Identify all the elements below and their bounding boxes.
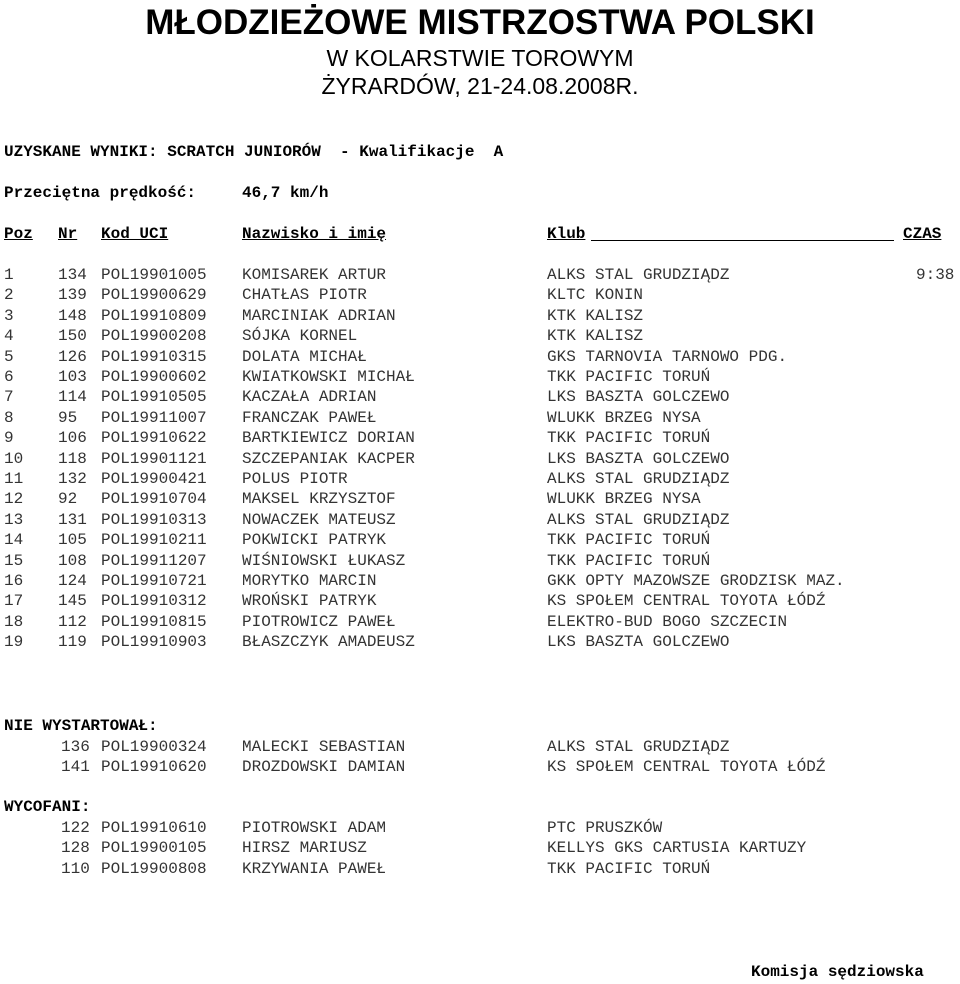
column-header-poz: Poz [4,225,33,243]
position-cell: 17 [4,592,24,611]
club-cell: KTK KALISZ [547,306,644,325]
list-item [0,757,960,777]
rider-name-cell: KOMISAREK ARTUR [242,266,387,284]
number-cell: 112 [58,612,87,631]
rider-name-cell: NOWACZEK MATEUSZ [242,510,396,529]
club-cell: WLUKK BRZEG NYSA [547,490,701,509]
number-cell: 103 [58,368,87,386]
number-cell: 131 [58,510,87,529]
club-cell: PTC PRUSZKÓW [547,819,663,837]
club-cell: ALKS STAL GRUDZIĄDZ [547,470,730,488]
column-header-uci: Kod UCI [101,225,169,243]
rider-name-cell: BARTKIEWICZ DORIAN [242,429,415,448]
club-cell: ALKS STAL GRUDZIĄDZ [547,738,730,756]
number-cell: 118 [58,449,87,468]
position-cell: 18 [4,612,24,631]
position-cell: 10 [4,449,24,468]
column-header-name: Nazwisko i imię [242,225,387,243]
position-cell: 12 [4,490,24,509]
number-cell: 105 [58,531,87,550]
number-cell: 145 [58,592,87,611]
rider-name-cell: MARCINIAK ADRIAN [242,306,396,325]
position-cell: 5 [4,347,14,366]
uci-code-cell: POL19900602 [101,368,207,386]
number-cell: 128 [61,839,90,858]
rider-name-cell: HIRSZ MARIUSZ [242,839,367,858]
club-cell: ELEKTRO-BUD BOGO SZCZECIN [547,612,788,631]
number-cell: 114 [58,388,87,407]
table-row [0,265,960,285]
club-cell: TKK PACIFIC TORUŃ [547,429,711,448]
list-item [0,818,960,838]
document-subtitle: W KOLARSTWIE TOROWYM [326,45,634,71]
table-row [0,285,960,305]
uci-code-cell: POL19910313 [101,510,207,529]
document-title: MŁODZIEŻOWE MISTRZOSTWA POLSKI [145,3,815,42]
table-row [0,469,960,489]
table-row [0,428,960,448]
rider-name-cell: WIŚNIOWSKI ŁUKASZ [242,551,406,570]
position-cell: 16 [4,572,24,590]
column-header-nr: Nr [58,225,78,243]
withdrawn-label: WYCOFANI: [4,798,91,816]
number-cell: 124 [58,572,87,590]
rider-name-cell: CHATŁAS PIOTR [242,286,367,305]
number-cell: 106 [58,429,87,448]
results-heading: UZYSKANE WYNIKI: SCRATCH JUNIORÓW - Kwalifikacje A [4,143,504,161]
uci-code-cell: POL19911207 [101,551,207,570]
number-cell: 119 [58,633,87,652]
table-row [0,367,960,387]
club-cell: TKK PACIFIC TORUŃ [547,368,711,386]
position-cell: 6 [4,368,14,386]
table-row [0,551,960,571]
position-cell: 1 [4,266,14,284]
club-cell: LKS BASZTA GOLCZEWO [547,449,730,468]
table-row [0,326,960,346]
time-cell: 9:38 [916,266,955,284]
number-cell: 126 [58,347,87,366]
uci-code-cell: POL19910620 [101,758,207,777]
number-cell: 95 [58,408,78,427]
club-cell: TKK PACIFIC TORUŃ [547,531,711,550]
position-cell: 3 [4,306,14,325]
uci-code-cell: POL19910505 [101,388,207,407]
number-cell: 136 [61,738,90,756]
rider-name-cell: KACZAŁA ADRIAN [242,388,377,407]
uci-code-cell: POL19900629 [101,286,207,305]
uci-code-cell: POL19900808 [101,859,207,878]
number-cell: 150 [58,327,87,346]
number-cell: 139 [58,286,87,305]
jury-signature: Komisja sędziowska [751,963,924,981]
number-cell: 110 [61,859,90,878]
club-cell: KTK KALISZ [547,327,644,346]
rider-name-cell: DOLATA MICHAŁ [242,347,367,366]
table-row [0,449,960,469]
position-cell: 15 [4,551,24,570]
club-header-underline [591,240,894,241]
table-row [0,408,960,428]
rider-name-cell: MALECKI SEBASTIAN [242,738,406,756]
position-cell: 7 [4,388,14,407]
uci-code-cell: POL19910610 [101,819,207,837]
rider-name-cell: KWIATKOWSKI MICHAŁ [242,368,415,386]
club-cell: KS SPOŁEM CENTRAL TOYOTA ŁÓDŹ [547,758,826,777]
rider-name-cell: KRZYWANIA PAWEŁ [242,859,387,878]
number-cell: 92 [58,490,78,509]
table-row [0,632,960,652]
uci-code-cell: POL19900421 [101,470,207,488]
uci-code-cell: POL19910622 [101,429,207,448]
table-row [0,489,960,509]
list-item [0,838,960,858]
average-speed-label: Przeciętna prędkość: [4,184,197,202]
club-cell: ALKS STAL GRUDZIĄDZ [547,266,730,284]
club-cell: KELLYS GKS CARTUSIA KARTUZY [547,839,807,858]
rider-name-cell: MAKSEL KRZYSZTOF [242,490,396,509]
club-cell: TKK PACIFIC TORUŃ [547,551,711,570]
number-cell: 141 [61,758,90,777]
club-cell: WLUKK BRZEG NYSA [547,408,701,427]
club-cell: GKK OPTY MAZOWSZE GRODZISK MAZ. [547,572,845,590]
position-cell: 9 [4,429,14,448]
number-cell: 134 [58,266,87,284]
list-item [0,737,960,757]
uci-code-cell: POL19911007 [101,408,207,427]
table-row [0,530,960,550]
table-row [0,387,960,407]
table-row [0,571,960,591]
list-item [0,859,960,879]
column-header-time: CZAS [903,225,942,243]
rider-name-cell: SZCZEPANIAK KACPER [242,449,415,468]
club-cell: ALKS STAL GRUDZIĄDZ [547,510,730,529]
uci-code-cell: POL19910312 [101,592,207,611]
table-row [0,591,960,611]
club-cell: KS SPOŁEM CENTRAL TOYOTA ŁÓDŹ [547,592,826,611]
uci-code-cell: POL19901005 [101,266,207,284]
rider-name-cell: POKWICKI PATRYK [242,531,387,550]
number-cell: 122 [61,819,90,837]
rider-name-cell: WROŃSKI PATRYK [242,592,377,611]
position-cell: 13 [4,510,24,529]
position-cell: 19 [4,633,24,652]
uci-code-cell: POL19910211 [101,531,207,550]
club-cell: LKS BASZTA GOLCZEWO [547,388,730,407]
rider-name-cell: SÓJKA KORNEL [242,327,358,346]
uci-code-cell: POL19910903 [101,633,207,652]
position-cell: 14 [4,531,24,550]
club-cell: TKK PACIFIC TORUŃ [547,859,711,878]
club-cell: KLTC KONIN [547,286,644,305]
table-row [0,347,960,367]
rider-name-cell: FRANCZAK PAWEŁ [242,408,377,427]
rider-name-cell: DROZDOWSKI DAMIAN [242,758,406,777]
position-cell: 2 [4,286,14,305]
club-cell: LKS BASZTA GOLCZEWO [547,633,730,652]
uci-code-cell: POL19910809 [101,306,207,325]
average-speed-value: 46,7 km/h [242,184,329,202]
number-cell: 132 [58,470,87,488]
uci-code-cell: POL19910721 [101,572,207,590]
club-cell: GKS TARNOVIA TARNOWO PDG. [547,347,788,366]
rider-name-cell: POLUS PIOTR [242,470,348,488]
table-row [0,612,960,632]
uci-code-cell: POL19910704 [101,490,207,509]
uci-code-cell: POL19910815 [101,612,207,631]
column-header-club: Klub [547,225,586,243]
table-row [0,510,960,530]
uci-code-cell: POL19900324 [101,738,207,756]
rider-name-cell: PIOTROWSKI ADAM [242,819,387,837]
table-row [0,306,960,326]
uci-code-cell: POL19910315 [101,347,207,366]
position-cell: 11 [4,470,24,488]
position-cell: 8 [4,408,14,427]
dns-label: NIE WYSTARTOWAŁ: [4,717,158,735]
rider-name-cell: MORYTKO MARCIN [242,572,377,590]
place-and-date: ŻYRARDÓW, 21-24.08.2008R. [321,73,639,99]
number-cell: 148 [58,306,87,325]
number-cell: 108 [58,551,87,570]
position-cell: 4 [4,327,14,346]
uci-code-cell: POL19900105 [101,839,207,858]
uci-code-cell: POL19901121 [101,449,207,468]
rider-name-cell: PIOTROWICZ PAWEŁ [242,612,396,631]
uci-code-cell: POL19900208 [101,327,207,346]
rider-name-cell: BŁASZCZYK AMADEUSZ [242,633,415,652]
